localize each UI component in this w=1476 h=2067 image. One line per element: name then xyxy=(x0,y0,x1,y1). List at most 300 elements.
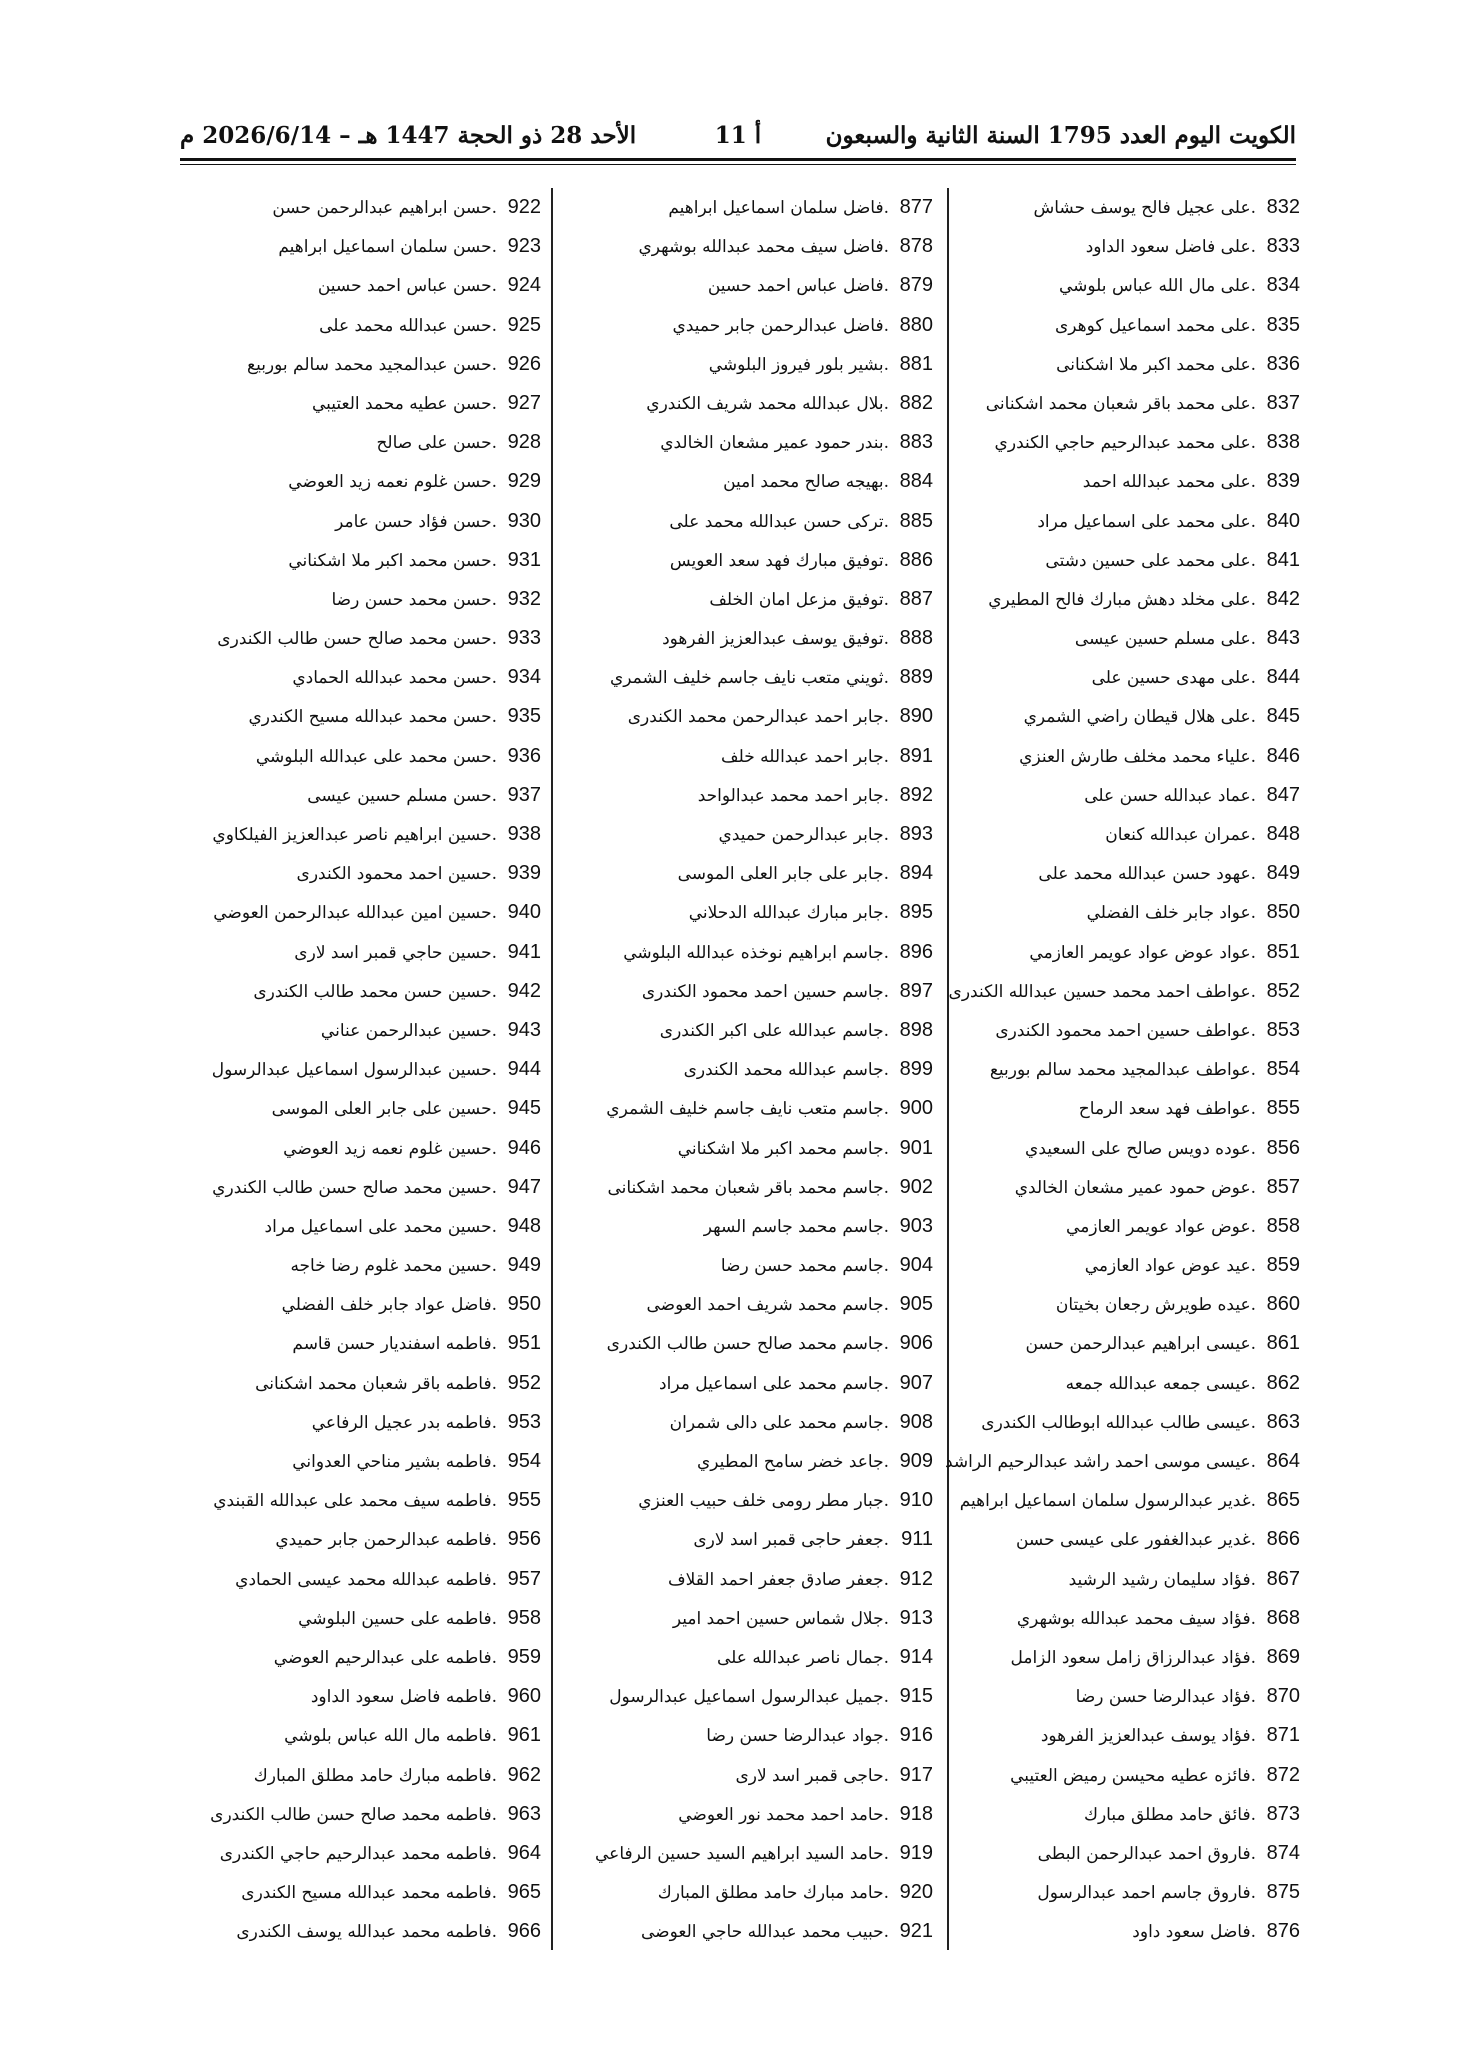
entry-name: .حامد مبارك حامد مطلق المبارك xyxy=(657,1883,889,1904)
list-item xyxy=(196,1481,541,1520)
list-item xyxy=(578,384,933,423)
entry-number: 915 xyxy=(899,1685,933,1708)
list-item xyxy=(196,1089,541,1128)
list-item xyxy=(970,933,1300,972)
entry-name: .حسين امين عبدالله عبدالرحمن العوضي xyxy=(213,903,497,924)
list-item xyxy=(970,1050,1300,1089)
list-item xyxy=(970,306,1300,345)
entry-name: .بندر حمود عمير مشعان الخالدي xyxy=(660,433,889,454)
list-item xyxy=(196,1168,541,1207)
entry-number: 849 xyxy=(1266,862,1300,885)
list-item xyxy=(578,815,933,854)
entry-name: .توفيق مبارك فهد سعد العويس xyxy=(669,550,889,571)
list-item xyxy=(196,266,541,305)
entry-number: 877 xyxy=(899,196,933,218)
entry-name: .عوض حمود عمير مشعان الخالدي xyxy=(1014,1177,1256,1198)
entry-name: .على محمد عبدالله احمد xyxy=(1082,472,1256,493)
entry-number: 909 xyxy=(899,1450,933,1472)
list-item xyxy=(578,580,933,619)
entry-name: .حسين محمد غلوم رضا خاجه xyxy=(290,1256,497,1277)
entry-name: .فاروق احمد عبدالرحمن البطى xyxy=(1037,1843,1256,1864)
list-item xyxy=(578,502,933,541)
list-item xyxy=(196,697,541,736)
names-column-left xyxy=(196,188,541,1951)
list-item xyxy=(578,1677,933,1716)
entry-number: 841 xyxy=(1266,548,1300,571)
list-item xyxy=(196,972,541,1011)
list-item xyxy=(970,1285,1300,1324)
list-item xyxy=(196,306,541,345)
entry-name: .حسن سلمان اسماعيل ابراهيم xyxy=(278,237,497,258)
list-item xyxy=(970,1207,1300,1246)
list-item xyxy=(196,737,541,776)
entry-name: .على فاضل سعود الداود xyxy=(1085,237,1256,258)
list-item xyxy=(970,1873,1300,1912)
list-item xyxy=(196,619,541,658)
list-item xyxy=(196,1011,541,1050)
entry-number: 885 xyxy=(899,509,933,532)
list-item xyxy=(970,266,1300,305)
entry-name: .حاجى قمبر اسد لارى xyxy=(735,1765,889,1786)
entry-number: 921 xyxy=(899,1920,933,1943)
entry-name: .على محمد اسماعيل كوهرى xyxy=(1054,315,1256,336)
entry-name: .حسن عطيه محمد العتيبي xyxy=(311,393,497,414)
list-item xyxy=(196,1324,541,1363)
entry-number: 882 xyxy=(899,391,933,414)
entry-number: 947 xyxy=(507,1175,541,1198)
entry-name: .فاطمه مبارك حامد مطلق المبارك xyxy=(253,1765,497,1786)
entry-number: 955 xyxy=(507,1489,541,1512)
entry-name: .عواطف فهد سعد الرماح xyxy=(1078,1099,1256,1120)
list-item xyxy=(578,423,933,462)
entry-number: 874 xyxy=(1266,1841,1300,1864)
entry-name: .حامد السيد ابراهيم السيد حسين الرفاعي xyxy=(595,1843,889,1864)
entry-number: 919 xyxy=(899,1841,933,1864)
entry-number: 883 xyxy=(899,431,933,454)
entry-number: 878 xyxy=(899,235,933,258)
list-item xyxy=(959,1481,1300,1520)
header-rule-thick xyxy=(180,158,1296,161)
entry-number: 950 xyxy=(507,1293,541,1316)
entry-name: .عواد جابر خلف الفضلي xyxy=(1086,903,1256,924)
entry-name: .فاطمه على حسين البلوشي xyxy=(298,1608,497,1629)
entry-name: .جاسم عبدالله على اكبر الكندرى xyxy=(659,1020,889,1041)
entry-number: 891 xyxy=(899,744,933,767)
entry-number: 868 xyxy=(1266,1606,1300,1629)
entry-number: 857 xyxy=(1266,1175,1300,1198)
entry-number: 932 xyxy=(507,587,541,610)
list-item xyxy=(578,893,933,932)
entry-name: .فاطمه محمد عبدالرحيم حاجي الكندرى xyxy=(219,1843,497,1864)
entry-number: 962 xyxy=(507,1763,541,1786)
list-item xyxy=(970,1795,1300,1834)
list-item xyxy=(944,1442,1300,1481)
list-item xyxy=(578,1129,933,1168)
entry-number: 859 xyxy=(1266,1254,1300,1277)
entry-number: 866 xyxy=(1266,1528,1300,1551)
entry-name: .فاطمه باقر شعبان محمد اشكنانى xyxy=(255,1373,497,1394)
list-item xyxy=(578,1168,933,1207)
entry-name: .على محمد عبدالرحيم حاجي الكندري xyxy=(994,433,1256,454)
entry-number: 953 xyxy=(507,1410,541,1433)
entry-number: 888 xyxy=(899,627,933,650)
list-item xyxy=(970,1011,1300,1050)
list-item xyxy=(578,776,933,815)
list-item xyxy=(970,619,1300,658)
entry-name: .عهود حسن عبدالله محمد على xyxy=(1038,864,1256,885)
issue-date: الأحد 28 ذو الحجة 1447 هـ – 2026/6/14 م xyxy=(180,122,637,149)
entry-name: .علياء محمد مخلف طارش العنزي xyxy=(1019,746,1256,767)
list-item xyxy=(578,1638,933,1677)
entry-number: 838 xyxy=(1266,431,1300,454)
list-item xyxy=(196,502,541,541)
list-item xyxy=(970,737,1300,776)
list-item xyxy=(196,1129,541,1168)
entry-name: .جابر احمد عبدالله خلف xyxy=(721,746,889,767)
entry-number: 875 xyxy=(1266,1881,1300,1904)
entry-name: .على محمد باقر شعبان محمد اشكنانى xyxy=(985,393,1256,414)
entry-name: .جاسم محمد جاسم السهر xyxy=(703,1216,889,1237)
entry-name: .فاطمه محمد عبدالله يوسف الكندرى xyxy=(236,1922,497,1943)
entry-name: .فاضل عواد جابر خلف الفضلي xyxy=(281,1295,497,1316)
entry-name: .جميل عبدالرسول اسماعيل عبدالرسول xyxy=(609,1687,889,1708)
entry-name: .حسن عباس احمد حسين xyxy=(317,276,497,297)
list-item xyxy=(970,1912,1300,1951)
entry-number: 844 xyxy=(1266,666,1300,689)
entry-number: 958 xyxy=(507,1606,541,1629)
entry-name: .جاسم محمد حسن رضا xyxy=(720,1256,889,1277)
entry-number: 925 xyxy=(507,313,541,336)
entry-number: 916 xyxy=(899,1724,933,1747)
entry-number: 902 xyxy=(899,1175,933,1198)
entry-name: .فاضل سعود داود xyxy=(1132,1922,1256,1943)
list-item xyxy=(196,854,541,893)
list-item xyxy=(970,384,1300,423)
list-item xyxy=(948,972,1300,1011)
page-number: أ 11 xyxy=(714,122,762,149)
entry-name: .حسن فؤاد حسن عامر xyxy=(335,511,497,532)
list-item xyxy=(578,1050,933,1089)
entry-number: 863 xyxy=(1266,1410,1300,1433)
list-item xyxy=(196,1364,541,1403)
entry-number: 842 xyxy=(1266,587,1300,610)
entry-name: .جابر احمد عبدالرحمن محمد الكندرى xyxy=(627,707,889,728)
list-item xyxy=(970,1324,1300,1363)
entry-name: .بهيجه صالح محمد امين xyxy=(723,472,889,493)
entry-number: 954 xyxy=(507,1450,541,1472)
entry-name: .جاسم محمد على دالى شمران xyxy=(669,1412,889,1433)
entry-name: .فؤاد سليمان رشيد الرشيد xyxy=(1068,1569,1256,1590)
entry-number: 926 xyxy=(507,352,541,375)
entry-name: .حسن محمد صالح حسن طالب الكندرى xyxy=(217,629,497,650)
entry-name: .جاسم محمد باقر شعبان محمد اشكنانى xyxy=(607,1177,889,1198)
list-item xyxy=(970,658,1300,697)
entry-number: 941 xyxy=(507,940,541,963)
list-item xyxy=(970,1756,1300,1795)
list-item xyxy=(970,502,1300,541)
entry-number: 880 xyxy=(899,313,933,336)
entry-name: .على مسلم حسين عيسى xyxy=(1074,629,1256,650)
entry-number: 957 xyxy=(507,1567,541,1590)
list-item xyxy=(578,1834,933,1873)
entry-number: 951 xyxy=(507,1332,541,1355)
entry-number: 851 xyxy=(1266,940,1300,963)
entry-name: .حسن محمد عبدالله الحمادي xyxy=(292,668,497,689)
entry-name: .جواد عبدالرضا حسن رضا xyxy=(706,1726,889,1747)
list-item xyxy=(196,1599,541,1638)
entry-name: .جابر على جابر العلى الموسى xyxy=(677,864,889,885)
entry-name: .حسن محمد اكبر ملا اشكناني xyxy=(288,550,497,571)
entry-name: .جابر مبارك عبدالله الدحلاني xyxy=(688,903,889,924)
entry-number: 872 xyxy=(1266,1763,1300,1786)
entry-name: .حسن على صالح xyxy=(376,433,497,454)
list-item xyxy=(578,1011,933,1050)
entry-name: .غدير عبدالغفور على عيسى حسن xyxy=(1015,1530,1256,1551)
names-column-middle xyxy=(578,188,933,1951)
entry-number: 934 xyxy=(507,666,541,689)
entry-number: 905 xyxy=(899,1293,933,1316)
entry-number: 899 xyxy=(899,1058,933,1081)
entry-number: 871 xyxy=(1266,1724,1300,1747)
list-item xyxy=(578,1207,933,1246)
entry-number: 887 xyxy=(899,587,933,610)
entry-name: .جاسم ابراهيم نوخذه عبدالله البلوشي xyxy=(623,942,889,963)
list-item xyxy=(578,306,933,345)
entry-number: 853 xyxy=(1266,1018,1300,1041)
entry-name: .عماد عبدالله حسن على xyxy=(1084,785,1256,806)
list-item xyxy=(970,1364,1300,1403)
entry-number: 860 xyxy=(1266,1293,1300,1316)
entry-number: 900 xyxy=(899,1097,933,1120)
entry-name: .على محمد على حسين دشتى xyxy=(1045,550,1256,571)
list-item xyxy=(970,1834,1300,1873)
entry-number: 942 xyxy=(507,979,541,1002)
list-item xyxy=(196,188,541,227)
list-item xyxy=(578,345,933,384)
entry-number: 876 xyxy=(1266,1920,1300,1943)
entry-name: .فاطمه محمد عبدالله مسيح الكندرى xyxy=(241,1883,497,1904)
list-item xyxy=(196,776,541,815)
entry-name: .فاطمه مال الله عباس بلوشي xyxy=(284,1726,497,1747)
list-item xyxy=(196,1638,541,1677)
entry-name: .عوض عواد عويمر العازمي xyxy=(1066,1216,1256,1237)
entry-number: 903 xyxy=(899,1214,933,1237)
entry-number: 907 xyxy=(899,1371,933,1394)
list-item xyxy=(578,1324,933,1363)
entry-number: 936 xyxy=(507,744,541,767)
entry-name: .فاطمه عبدالرحمن جابر حميدي xyxy=(275,1530,497,1551)
entry-number: 889 xyxy=(899,666,933,689)
entry-name: .حسين محمد صالح حسن طالب الكندري xyxy=(212,1177,497,1198)
entry-number: 850 xyxy=(1266,901,1300,924)
list-item xyxy=(970,345,1300,384)
list-item xyxy=(578,1795,933,1834)
entry-name: .توفيق يوسف عبدالعزيز الفرهود xyxy=(662,629,889,650)
list-item xyxy=(970,1129,1300,1168)
entry-number: 864 xyxy=(1266,1450,1300,1472)
entry-name: .عيسى طالب عبدالله ابوطالب الكندرى xyxy=(981,1412,1256,1433)
entry-number: 886 xyxy=(899,548,933,571)
entry-name: .على محمد اكبر ملا اشكنانى xyxy=(1056,354,1256,375)
entry-name: .فؤاد يوسف عبدالعزيز الفرهود xyxy=(1040,1726,1256,1747)
list-item xyxy=(578,1285,933,1324)
entry-number: 914 xyxy=(899,1645,933,1668)
entry-number: 856 xyxy=(1266,1136,1300,1159)
list-item xyxy=(970,697,1300,736)
entry-number: 833 xyxy=(1266,235,1300,258)
entry-name: .عيده طويرش رجعان بخيتان xyxy=(1055,1295,1256,1316)
list-item xyxy=(578,1364,933,1403)
list-item xyxy=(970,227,1300,266)
entry-number: 832 xyxy=(1266,196,1300,218)
list-item xyxy=(196,893,541,932)
list-item xyxy=(196,933,541,972)
entry-number: 898 xyxy=(899,1018,933,1041)
entry-number: 964 xyxy=(507,1841,541,1864)
entry-name: .فاضل عبدالرحمن جابر حميدي xyxy=(672,315,889,336)
entry-name: .حسين ابراهيم ناصر عبدالعزيز الفيلكاوي xyxy=(212,825,497,845)
entry-name: .حسين حاجي قمبر اسد لارى xyxy=(294,942,497,963)
entry-number: 881 xyxy=(899,352,933,375)
entry-number: 890 xyxy=(899,705,933,728)
list-item xyxy=(578,619,933,658)
list-item xyxy=(196,227,541,266)
list-item xyxy=(970,541,1300,580)
list-item xyxy=(970,1246,1300,1285)
entry-name: .تركى حسن عبدالله محمد على xyxy=(669,511,889,532)
entry-name: .فائق حامد مطلق مبارك xyxy=(1083,1804,1256,1825)
list-item xyxy=(578,1403,933,1442)
list-item xyxy=(578,933,933,972)
entry-name: .على محمد على اسماعيل مراد xyxy=(1037,511,1256,532)
entry-name: .جلال شماس حسين احمد امير xyxy=(672,1608,889,1629)
column-divider-right xyxy=(947,188,949,1950)
list-item xyxy=(970,1089,1300,1128)
entry-name: .حسين محمد على اسماعيل مراد xyxy=(264,1216,497,1237)
entry-name: .حبيب محمد عبدالله حاجي العوضى xyxy=(640,1922,889,1943)
list-item xyxy=(970,1716,1300,1755)
entry-name: .فاضل عباس احمد حسين xyxy=(707,276,889,297)
entry-name: .جاسم عبدالله محمد الكندرى xyxy=(683,1060,889,1081)
list-item xyxy=(578,1246,933,1285)
entry-number: 892 xyxy=(899,783,933,806)
list-item xyxy=(578,462,933,501)
entry-number: 924 xyxy=(507,274,541,297)
list-item xyxy=(578,188,933,227)
entry-number: 836 xyxy=(1266,352,1300,375)
entry-name: .على هلال قيطان راضي الشمري xyxy=(1023,707,1256,728)
entry-name: .جعفر صادق جعفر احمد القلاف xyxy=(667,1569,889,1590)
entry-number: 928 xyxy=(507,431,541,454)
entry-number: 922 xyxy=(507,196,541,218)
list-item xyxy=(196,1716,541,1755)
list-item xyxy=(578,1716,933,1755)
list-item xyxy=(578,854,933,893)
list-item xyxy=(196,658,541,697)
entry-name: .فاطمه اسفنديار حسن قاسم xyxy=(292,1334,497,1355)
entry-number: 930 xyxy=(507,509,541,532)
list-item xyxy=(578,266,933,305)
entry-number: 927 xyxy=(507,391,541,414)
entry-name: .توفيق مزعل امان الخلف xyxy=(709,589,889,610)
entry-number: 948 xyxy=(507,1214,541,1237)
entry-name: .حسين غلوم نعمه زيد العوضي xyxy=(283,1138,497,1159)
list-item xyxy=(970,776,1300,815)
entry-number: 911 xyxy=(901,1528,933,1551)
entry-name: .على مال الله عباس بلوشي xyxy=(1058,276,1256,297)
entry-number: 904 xyxy=(899,1254,933,1277)
entry-name: .بلال عبدالله محمد شريف الكندري xyxy=(646,393,889,414)
entry-name: .جاسم محمد شريف احمد العوضى xyxy=(646,1295,889,1316)
entry-name: .حسن مسلم حسين عيسى xyxy=(307,785,497,806)
list-item xyxy=(578,697,933,736)
entry-name: .جاسم محمد على اسماعيل مراد xyxy=(659,1373,889,1394)
entry-name: .حامد احمد محمد نور العوضي xyxy=(678,1804,889,1825)
list-item xyxy=(578,227,933,266)
header-rule-thin xyxy=(180,164,1296,165)
list-item xyxy=(196,462,541,501)
list-item xyxy=(970,1599,1300,1638)
list-item xyxy=(196,1912,541,1951)
list-item xyxy=(196,1246,541,1285)
list-item xyxy=(196,1520,541,1559)
entry-name: .فاطمه عبدالله محمد عيسى الحمادي xyxy=(235,1569,497,1590)
entry-name: .فاطمه فاضل سعود الداود xyxy=(310,1687,497,1708)
entry-name: .حسن محمد حسن رضا xyxy=(331,589,497,610)
entry-name: .فاطمه سيف محمد على عبدالله القبندي xyxy=(213,1491,497,1512)
entry-name: .عيد عوض عواد العازمي xyxy=(1084,1256,1256,1277)
list-item xyxy=(578,658,933,697)
list-item xyxy=(970,893,1300,932)
list-item xyxy=(578,972,933,1011)
list-item xyxy=(196,541,541,580)
entry-name: .حسين على جابر العلى الموسى xyxy=(271,1099,497,1120)
list-item xyxy=(578,1756,933,1795)
entry-name: .بشير بلور فيروز البلوشي xyxy=(708,354,889,375)
list-item xyxy=(970,1638,1300,1677)
entry-number: 920 xyxy=(899,1881,933,1904)
entry-number: 966 xyxy=(507,1920,541,1943)
entry-name: .عيسى ابراهيم عبدالرحمن حسن xyxy=(1025,1334,1256,1355)
list-item xyxy=(196,1560,541,1599)
entry-name: .حسن عبدالمجيد محمد سالم بوربيع xyxy=(247,354,497,375)
entry-number: 938 xyxy=(507,823,541,845)
entry-name: .فاطمه بشير مناحي العدواني xyxy=(292,1452,497,1472)
list-item xyxy=(196,345,541,384)
list-item xyxy=(578,1560,933,1599)
column-divider-left xyxy=(551,188,553,1950)
entry-number: 848 xyxy=(1266,823,1300,845)
entry-number: 865 xyxy=(1266,1489,1300,1512)
entry-name: .فاطمه محمد صالح حسن طالب الكندرى xyxy=(210,1804,497,1825)
entry-number: 895 xyxy=(899,901,933,924)
entry-number: 840 xyxy=(1266,509,1300,532)
entry-number: 873 xyxy=(1266,1802,1300,1825)
entry-name: .حسين حسن محمد طالب الكندرى xyxy=(253,981,497,1002)
entry-name: .فائزه عطيه محيسن رميض العتيبي xyxy=(1010,1765,1256,1786)
entry-number: 854 xyxy=(1266,1058,1300,1081)
list-item xyxy=(578,1442,933,1481)
entry-number: 933 xyxy=(507,627,541,650)
entry-number: 855 xyxy=(1266,1097,1300,1120)
page-header xyxy=(180,118,1296,158)
entry-number: 884 xyxy=(899,470,933,493)
entry-number: 912 xyxy=(899,1567,933,1590)
entry-number: 918 xyxy=(899,1802,933,1825)
entry-number: 945 xyxy=(507,1097,541,1120)
entry-name: .عواطف احمد محمد حسين عبدالله الكندرى xyxy=(948,981,1256,1002)
entry-name: .حسن ابراهيم عبدالرحمن حسن xyxy=(272,198,497,218)
